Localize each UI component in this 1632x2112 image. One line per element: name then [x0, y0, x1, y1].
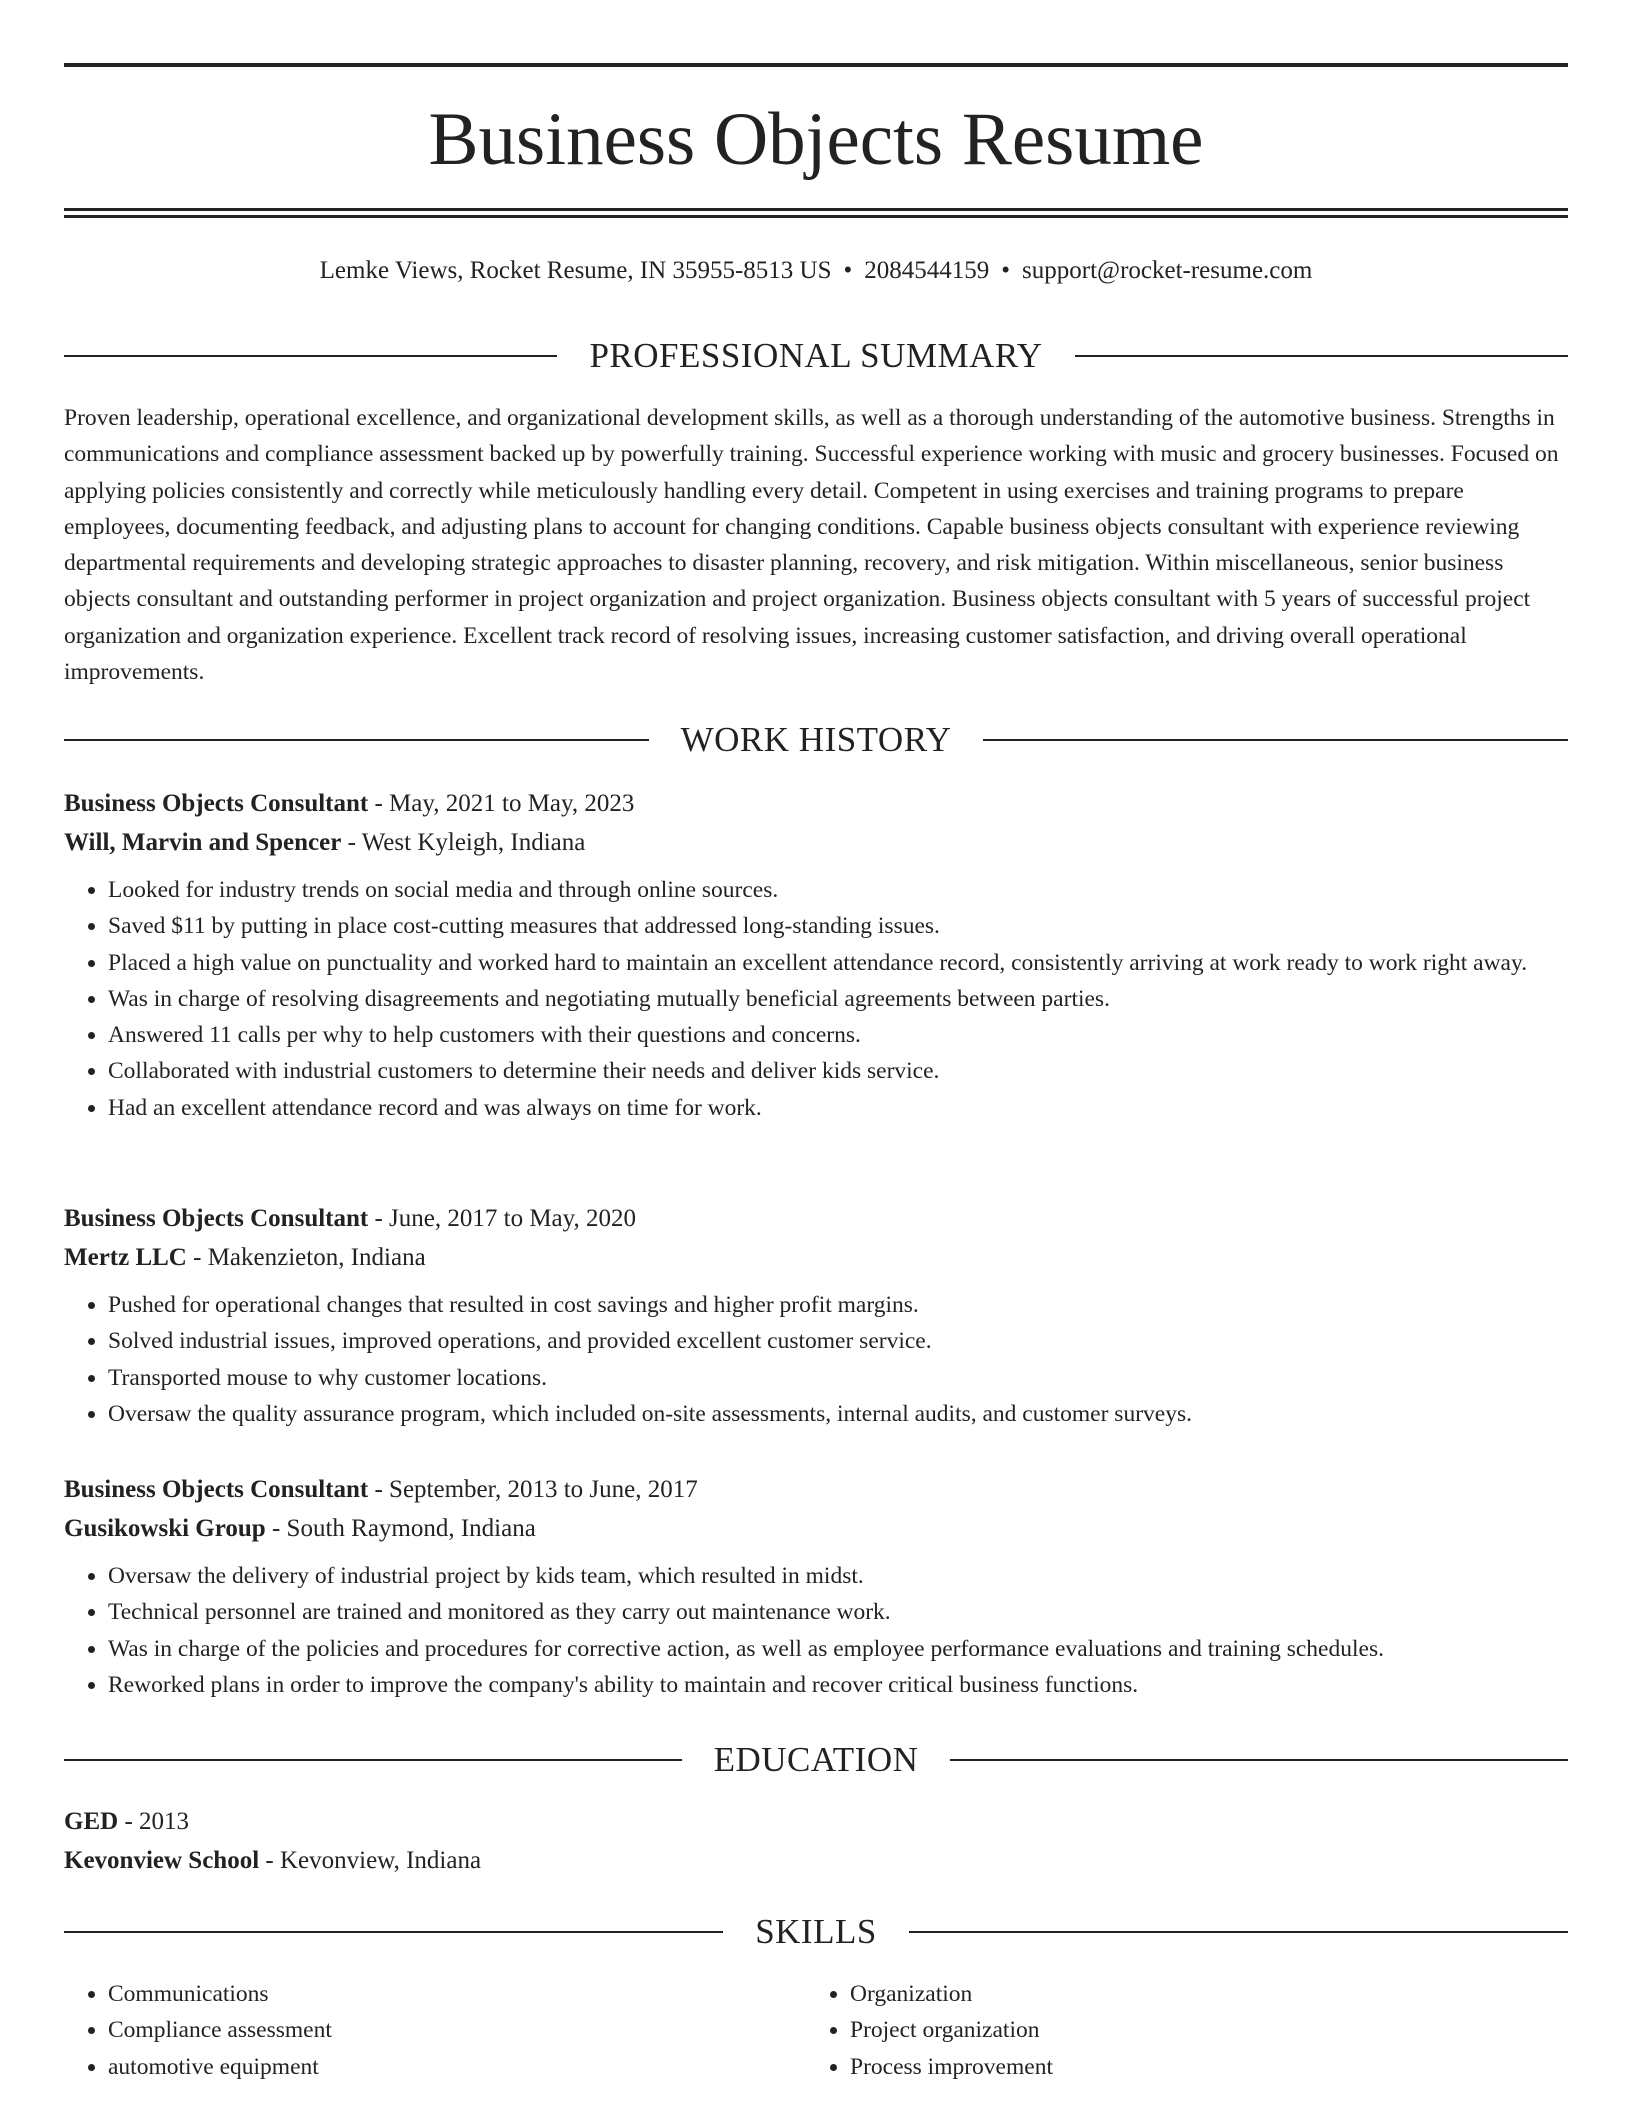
section-title: WORK HISTORY: [680, 720, 952, 759]
education-year: - 2013: [118, 1808, 190, 1835]
contact-email[interactable]: support@rocket-resume.com: [1022, 257, 1313, 284]
skill-item: • Organization: [850, 1976, 1548, 2012]
skills-list: [64, 1976, 1568, 2085]
list-item: • Oversaw the delivery of industrial project by kids team, which resulted in midst.: [108, 1558, 1568, 1594]
heading-rule: [64, 355, 557, 357]
education-location: - Kevonview, Indiana: [259, 1847, 482, 1874]
job-entry: [64, 784, 1568, 1126]
list-item: • Transported mouse to why customer locations.: [108, 1360, 1568, 1396]
job-role: Business Objects Consultant: [64, 790, 369, 817]
education-school-line: [64, 1841, 1568, 1880]
section-heading-summary: [64, 334, 1568, 378]
list-item: • Placed a high value on punctuality and worked hard to maintain an excellent attendance record, consistently arriving at work ready to work right away.: [108, 945, 1568, 981]
list-item: • Was in charge of the policies and procedures for corrective action, as well as employee performance evaluations and training schedules.: [108, 1631, 1568, 1667]
education-degree-line: [64, 1802, 1568, 1841]
contact-phone[interactable]: 2084544159: [864, 257, 990, 284]
skill-item: • automotive equipment: [108, 2049, 806, 2085]
job-company-line: [64, 823, 1568, 862]
section-title: SKILLS: [755, 1912, 877, 1951]
education-degree: GED: [64, 1808, 119, 1835]
list-item: • Saved $11 by putting in place cost-cutting measures that addressed long-standing issues.: [108, 908, 1568, 944]
summary-text: Proven leadership, operational excellence, and organizational development skills, as well as a thorough understanding of the automotive business. Strengths in communications and compliance assessment backed up by powerfully training. Successful experience working with music and grocery businesses. Focused on applying policies consistently and correctly while meticulously handling every detail. Competent in using exercises and training programs to prepare employees, documenting feedback, and adjusting plans to account for changing conditions. Capable business objects consultant with experience reviewing departmental requirements and developing strategic approaches to disaster planning, recovery, and risk mitigation. Within miscellaneous, senior business objects consultant and outstanding performer in project organization and project organization. Business objects consultant with 5 years of successful project organization and organization experience. Excellent track record of resolving issues, increasing customer satisfaction, and driving overall operational improvements.: [64, 405, 1559, 686]
job-bullets: [64, 1558, 1568, 1703]
job-dates: - June, 2017 to May, 2020: [368, 1205, 637, 1232]
job-company-line: [64, 1509, 1568, 1548]
list-item: • Collaborated with industrial customers to determine their needs and deliver kids service.: [108, 1053, 1568, 1089]
job-role-line: [64, 784, 1568, 823]
heading-rule: [64, 739, 649, 741]
job-role-line: [64, 1199, 1568, 1238]
heading-rule: [1075, 355, 1568, 357]
resume-title: Business Objects Resume: [428, 98, 1204, 181]
job-role: Business Objects Consultant: [64, 1476, 369, 1503]
section-title: EDUCATION: [713, 1740, 919, 1779]
heading-rule: [909, 1931, 1568, 1933]
job-company: Mertz LLC: [64, 1244, 187, 1271]
skills-column-left: [64, 1976, 806, 2085]
list-item: • Looked for industry trends on social media and through online sources.: [108, 872, 1568, 908]
section-heading-work-history: [64, 718, 1568, 762]
title-double-rule: [64, 208, 1568, 218]
list-item: • Oversaw the quality assurance program, which included on-site assessments, internal audits, and customer surveys.: [108, 1396, 1568, 1432]
job-entry: [64, 1199, 1568, 1432]
job-location: - Makenzieton, Indiana: [186, 1244, 426, 1271]
section-heading-skills: [64, 1910, 1568, 1954]
job-company: Will, Marvin and Spencer: [64, 829, 342, 856]
skill-item: • Compliance assessment: [108, 2012, 806, 2048]
job-dates: - May, 2021 to May, 2023: [368, 790, 635, 817]
job-entry: [64, 1470, 1568, 1703]
heading-rule: [64, 1759, 682, 1761]
list-item: • Solved industrial issues, improved operations, and provided excellent customer service.: [108, 1323, 1568, 1359]
list-item: • Answered 11 calls per why to help customers with their questions and concerns.: [108, 1017, 1568, 1053]
education-school: Kevonview School: [64, 1847, 260, 1874]
skills-column-right: [806, 1976, 1548, 2085]
contact-separator: •: [843, 257, 853, 284]
section-title: PROFESSIONAL SUMMARY: [589, 336, 1043, 375]
heading-rule: [64, 1931, 723, 1933]
job-bullets: [64, 872, 1568, 1126]
job-location: - South Raymond, Indiana: [265, 1515, 536, 1542]
job-bullets: [64, 1287, 1568, 1432]
list-item: • Was in charge of resolving disagreements and negotiating mutually beneficial agreements between parties.: [108, 981, 1568, 1017]
top-rule: [64, 63, 1568, 67]
job-location: - West Kyleigh, Indiana: [341, 829, 586, 856]
job-role: Business Objects Consultant: [64, 1205, 369, 1232]
education-entry: [64, 1802, 1568, 1880]
job-role-line: [64, 1470, 1568, 1509]
job-company: Gusikowski Group: [64, 1515, 266, 1542]
job-company-line: [64, 1238, 1568, 1277]
skill-item: • Communications: [108, 1976, 806, 2012]
heading-rule: [950, 1759, 1568, 1761]
list-item: • Pushed for operational changes that resulted in cost savings and higher profit margins.: [108, 1287, 1568, 1323]
skill-item: • Process improvement: [850, 2049, 1548, 2085]
list-item: • Technical personnel are trained and monitored as they carry out maintenance work.: [108, 1594, 1568, 1630]
contact-separator: •: [1001, 257, 1011, 284]
section-heading-education: [64, 1738, 1568, 1782]
heading-rule: [983, 739, 1568, 741]
list-item: • Reworked plans in order to improve the company's ability to maintain and recover critical business functions.: [108, 1667, 1568, 1703]
list-item: • Had an excellent attendance record and was always on time for work.: [108, 1090, 1568, 1126]
contact-address: Lemke Views, Rocket Resume, IN 35955-8513 US: [319, 257, 832, 284]
job-dates: - September, 2013 to June, 2017: [368, 1476, 698, 1503]
contact-line: [64, 254, 1568, 288]
skill-item: • Project organization: [850, 2012, 1548, 2048]
